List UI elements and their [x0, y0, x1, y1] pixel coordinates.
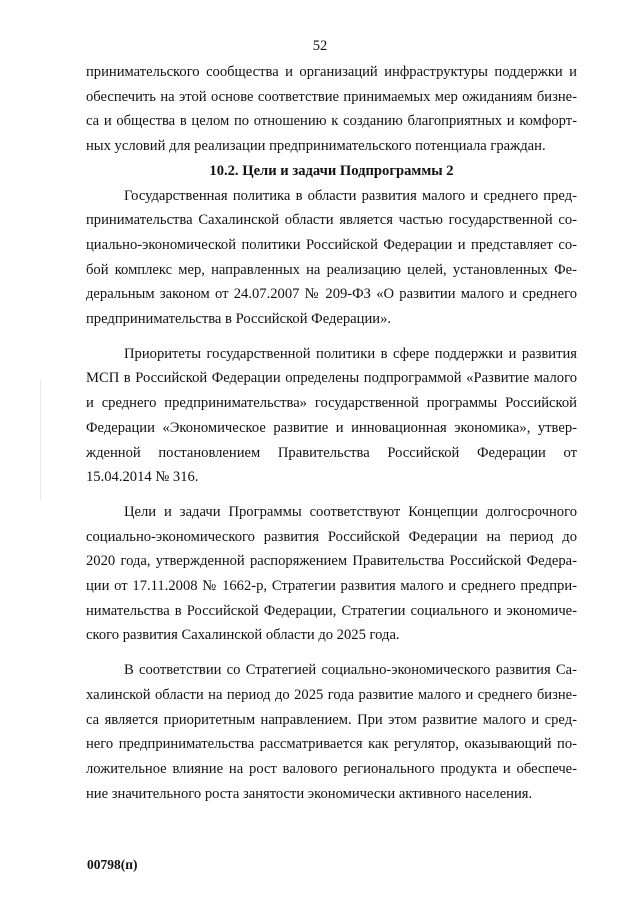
- page-number: 52: [312, 38, 328, 54]
- text-line: Государственная политика в области развития малого и среднего пред-: [124, 187, 577, 204]
- text-line: обеспечить на этой основе соответствие принимаемых мер ожиданиям бизне-: [86, 88, 577, 105]
- text-line: 2020 года, утвержденной распоряжением Правительства Российской Федера-: [86, 553, 577, 570]
- paragraph-policy: [86, 184, 577, 332]
- text-line: ных условий для реализации предпринимательского потенциала граждан.: [86, 138, 546, 155]
- document-code: 00798(п): [87, 857, 138, 872]
- text-line: принимательского сообщества и организаций инфраструктуры поддержки и: [86, 64, 577, 80]
- text-line: и среднего предпринимательства» государственной программы Российской: [86, 395, 577, 412]
- paragraph-priorities: [86, 342, 577, 490]
- intro-paragraph: [86, 60, 577, 159]
- body-text: [86, 60, 577, 806]
- paragraph-strategy: [86, 658, 577, 806]
- text-line: принимательства Сахалинской области является частью государственной со-: [86, 212, 577, 229]
- text-line: МСП в Российской Федерации определены подпрограммой «Развитие малого: [86, 370, 577, 387]
- text-line: жденной постановлением Правительства Российской Федерации от: [86, 444, 577, 461]
- text-line: ложительное влияние на рост валового регионального продукта и обеспече-: [86, 760, 577, 777]
- section-heading: 10.2. Цели и задачи Подпрограммы 2: [209, 162, 454, 179]
- text-line: Приоритеты государственной политики в сфере поддержки и развития: [124, 345, 577, 362]
- text-line: социально-экономического развития Российской Федерации на период до: [86, 528, 577, 545]
- text-line: ние значительного роста занятости экономически активного населения.: [86, 785, 533, 802]
- text-line: ского развития Сахалинской области до 2025 года.: [86, 627, 400, 644]
- text-line: него предпринимательства рассматривается как регулятор, оказывающий по-: [86, 736, 577, 753]
- text-line: са является приоритетным направлением. При этом развитие малого и сред-: [86, 711, 577, 728]
- text-line: нимательства в Российской Федерации, Стратегии социального и экономиче-: [86, 602, 577, 619]
- text-line: деральным законом от 24.07.2007 № 209-ФЗ «О развитии малого и среднего: [86, 286, 577, 303]
- text-line: ции от 17.11.2008 № 1662-р, Стратегии развития малого и среднего предпри-: [86, 578, 577, 595]
- text-line: Федерации «Экономическое развитие и инновационная экономика», утвер-: [86, 419, 577, 436]
- text-line: В соответствии со Стратегией социально-экономического развития Са-: [124, 662, 577, 679]
- text-line: са и общества в целом по отношению к созданию благоприятных и комфорт-: [86, 113, 577, 130]
- text-line: предпринимательства в Российской Федерации».: [86, 311, 392, 328]
- text-line: Цели и задачи Программы соответствуют Концепции долгосрочного: [124, 503, 577, 520]
- paragraph-goals: [86, 500, 577, 648]
- scan-artifact: [40, 380, 41, 500]
- text-line: 15.04.2014 № 316.: [86, 469, 199, 486]
- text-line: бой комплекс мер, направленных на реализацию целей, установленных Фе-: [86, 261, 577, 278]
- text-line: циально-экономической политики Российской Федерации и представляет со-: [86, 236, 577, 253]
- text-line: халинской области на период до 2025 года развитие малого и среднего бизне-: [86, 686, 577, 703]
